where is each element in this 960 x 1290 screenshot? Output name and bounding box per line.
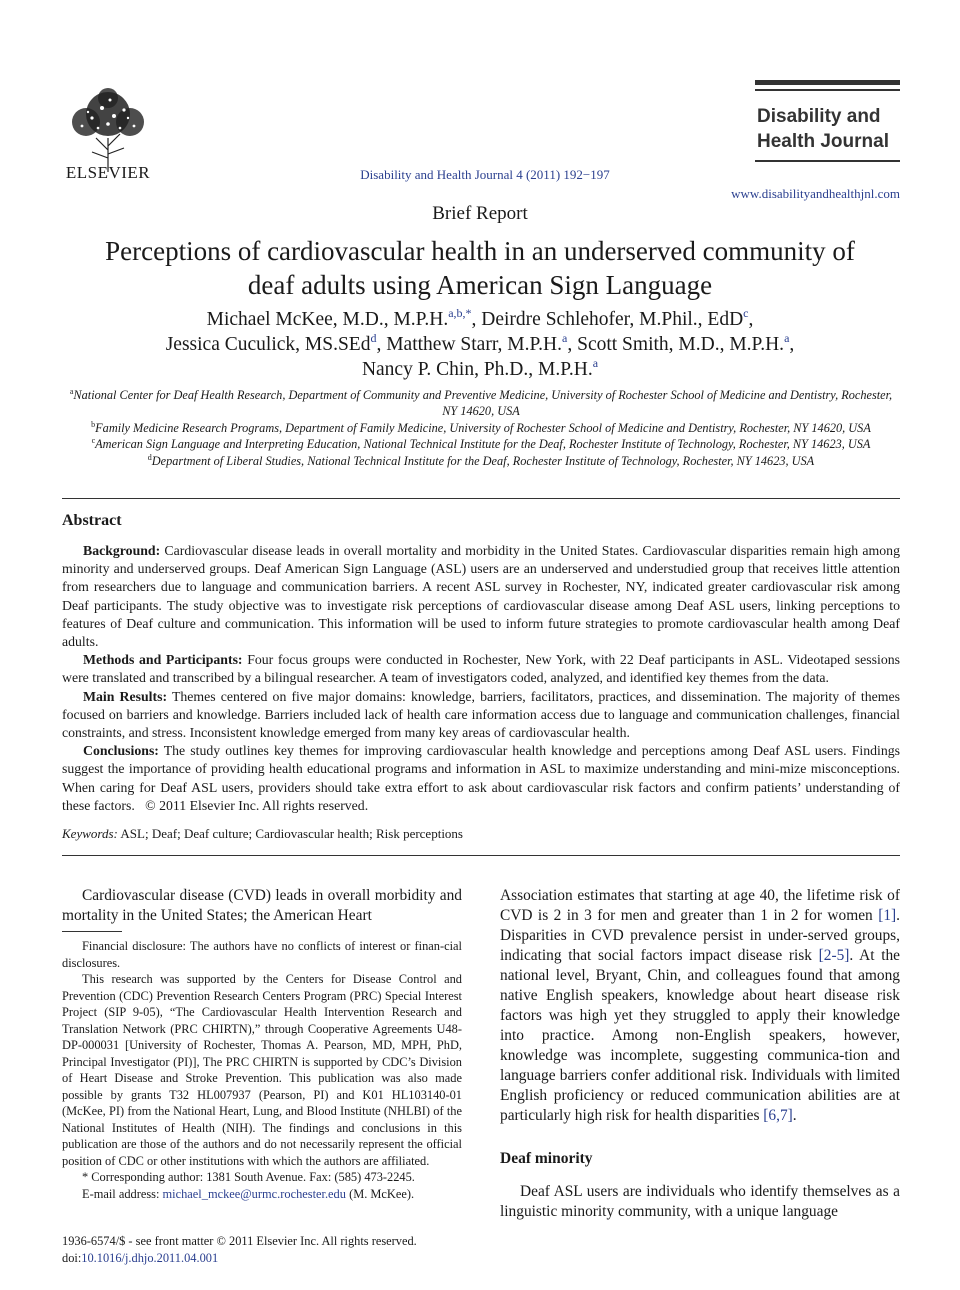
journal-url-link[interactable]: www.disabilityandhealthjnl.com xyxy=(731,186,900,201)
journal-citation[interactable]: Disability and Health Journal 4 (2011) 192−197 xyxy=(360,167,610,182)
author-line1: Michael McKee, M.D., M.P.H.$^{a,b,*}$, Deirdre Schlehofer, M.Phil., EdD$^c$, xyxy=(206,306,754,330)
journal-name-line2: Health Journal xyxy=(757,131,889,152)
title-line2: deaf adults using American Sign Language xyxy=(247,270,713,300)
author-name: Matthew Starr, M.P.H. xyxy=(386,334,563,355)
author-line2: Jessica Cuculick, MS.SEd$^d$, Matthew Starr, M.P.H.$^a$, Scott Smith, M.D., M.P.H.$^a$, xyxy=(165,331,795,355)
footnote-rule xyxy=(62,931,122,932)
journal-name-line1: Disability and xyxy=(757,106,881,127)
abstract-results: Main Results: Themes centered on five major domains: knowledge, barriers, facilitators, practices, and dissemination. The majority of themes focused on barriers and knowledge. Barriers included lack of health care information access due to language and communication challenges, financial constraints, and stress. Inconsistent knowledge emerged from many key areas of cardiovascular health. xyxy=(62,688,900,741)
footnote-corresponding: * Corresponding author: 1381 South Avenue. Fax: (585) 473-2245. xyxy=(82,1170,415,1184)
body-paragraph: Cardiovascular disease (CVD) leads in overall morbidity and mortality in the United States; the American Heart xyxy=(62,887,462,924)
body-left-column xyxy=(62,886,462,926)
journal-name xyxy=(757,104,907,154)
reference-link[interactable]: [1] xyxy=(878,907,897,924)
author-affil-link[interactable]: a,b,* xyxy=(448,306,472,320)
keywords: Keywords: ASL; Deaf; Deaf culture; Cardiovascular health; Risk perceptions xyxy=(62,826,463,841)
reference-link[interactable]: [6,7] xyxy=(763,1107,793,1124)
section-heading-deaf-minority: Deaf minority xyxy=(500,1150,593,1167)
article-section-type: Brief Report xyxy=(432,203,528,224)
footnote-email: E-mail address: michael_mckee@urmc.rochester.edu (M. McKee). xyxy=(82,1186,415,1201)
doi-link[interactable]: 10.1016/j.dhjo.2011.04.001 xyxy=(81,1250,219,1265)
affiliation-c: $^c$American Sign Language and Interpreting Education, National Technical Institute for the Deaf, Rochester Institute of Technology, Rochester, NY 14623, USA xyxy=(91,436,871,452)
abstract-conclusions: Conclusions: The study outlines key themes for improving cardiovascular health knowledge and perceptions among Deaf ASL users. Findings suggest the importance of providing health educational programs and information in ASL to maximize understanding and mini-mize misconceptions. When caring for Deaf ASL users, providers should take extra effort to ask about cardiovascular risk factors and confirm patients’ understanding of these factors. © 2011 Elsevier Inc. All rights reserved. xyxy=(62,743,900,813)
author-affil-link[interactable]: c xyxy=(743,306,749,320)
divider xyxy=(62,498,900,499)
body-right-column xyxy=(500,886,900,1126)
abstract-methods: Methods and Participants: Four focus groups were conducted in Rochester, New York, with 22 Deaf participants in ASL. Videotaped sessions were translated and transcribed by a bilingual researcher. A team of investigators coded, analyzed, and identified key themes from the data. xyxy=(62,652,900,686)
affiliation-b: $^b$Family Medicine Research Programs, Department of Family Medicine, University of Rochester School of Medicine and Dentistry, Rochester, NY 14620, USA xyxy=(91,419,871,435)
article-title xyxy=(70,234,890,302)
author-name: Nancy P. Chin, Ph.D., M.P.H. xyxy=(361,359,593,380)
journal-rule-top xyxy=(755,80,900,85)
issn-line: 1936-6574/$ - see front matter © 2011 Elsevier Inc. All rights reserved. xyxy=(62,1234,417,1248)
author-name: Jessica Cuculick, MS.SEd xyxy=(165,334,371,355)
body-paragraph: Association estimates that starting at age 40, the lifetime risk of CVD is 2 in 3 for men and greater than 1 in 2 for women [1]. Disparities in CVD prevalence persist in under-served groups, indicating that social factors impact disease risk [2-5]. At the national level, Bryant, Chin, and colleagues found that among native English speakers, knowledge about heart disease risk factors was high yet they struggled to apply their knowledge into practice. Among non-English speakers, however, knowledge was incomplete, suggesting communica-tion and language barriers confer additional risk. Individuals with limited English proficiency or reduced communication abilities are at particularly high risk for health disparities [6,7]. xyxy=(500,887,900,1124)
author-list xyxy=(70,307,890,382)
abstract-heading: Abstract xyxy=(62,512,122,529)
copyright: © 2011 Elsevier Inc. All rights reserved. xyxy=(145,797,369,813)
affiliations xyxy=(62,387,900,469)
author-affil-link[interactable]: d xyxy=(370,331,377,345)
author-name: Michael McKee, M.D., M.P.H. xyxy=(206,309,449,330)
affiliation-d: $^d$Department of Liberal Studies, National Technical Institute for the Deaf, Rochester Institute of Technology, Rochester, NY 14623, USA xyxy=(147,452,815,468)
author-name: Scott Smith, M.D., M.P.H. xyxy=(577,334,785,355)
title-line1: Perceptions of cardiovascular health in an underserved community of xyxy=(105,236,855,266)
journal-rule-top-thin xyxy=(755,89,900,91)
author-line3 xyxy=(70,357,890,382)
author-name: Deirdre Schlehofer, M.Phil., EdD xyxy=(481,309,744,330)
author-affil-link[interactable]: a xyxy=(562,331,568,345)
publisher-logo-text: ELSEVIER xyxy=(65,163,151,182)
abstract-background: Background: Cardiovascular disease leads in overall mortality and morbidity in the United States. Cardiovascular disparities remain high among minority and underserved groups. Deaf American Sign Language (ASL) users are an underserved and understudied group that receives little attention from researchers due to language and communication barriers. A recent ASL survey in Rochester, NY, indicated greater cardiovascular risk among Deaf participants. The study objective was to investigate risk perceptions of cardiovascular disease among Deaf ASL users, linking perceptions to features of Deaf culture and communication. This information will be used to inform future strategies to promote cardiovascular health among Deaf adults. xyxy=(62,543,900,650)
footnote-financial: Financial disclosure: The authors have no conflicts of interest or finan-cial disclosures. xyxy=(62,939,462,970)
journal-rule-bottom xyxy=(755,160,900,162)
body-paragraph: Deaf ASL users are individuals who identify themselves as a linguistic minority community, with a unique language xyxy=(500,1183,900,1220)
doi-line: doi:10.1016/j.dhjo.2011.04.001 xyxy=(62,1250,219,1265)
abstract-body xyxy=(62,542,900,815)
reference-link[interactable]: [2-5] xyxy=(818,947,850,964)
email-link[interactable]: michael_mckee@urmc.rochester.edu xyxy=(162,1186,346,1201)
author-affil-link[interactable]: a xyxy=(784,331,790,345)
footnote-funding: This research was supported by the Centers for Disease Control and Prevention (CDC) Prevention Research Centers Program (PRC) Special Interest Project (SIP 9-05), “The Cardiovascular Health Intervention Research and Translation Network (PRC CHIRTN),” through Cooperative Agreements U48-DP-000031 [University of Rochester, Thomas A. Pearson, MD, MPH, PhD, Principal Investigator (PI)], The PRC CHIRTN is supported by CDC’s Division of Heart Disease and Stroke Prevention. This publication was also made possible by grants T32 HL007937 (Pearson, PI) and K01 HL103140-01 (McKee, PI) from the National Heart, Lung, and Blood Institute (NHLBI) of the National Institutes of Health (NIH). The findings and conclusions in this publication are those of the authors and do not necessarily represent the official position of CDC or other institutions with which the authors are affiliated. xyxy=(62,972,462,1168)
footnotes xyxy=(62,938,462,1202)
body-right-column-2 xyxy=(500,1182,900,1222)
affiliation-a: $^a$National Center for Deaf Health Research, Department of Community and Preventive Medicine, University of Rochester School of Medicine and Dentistry, Rochester, NY 14620, USA xyxy=(69,387,893,419)
author-affil-link[interactable]: a xyxy=(592,356,599,370)
divider xyxy=(62,855,900,856)
bottom-info xyxy=(62,1233,462,1266)
